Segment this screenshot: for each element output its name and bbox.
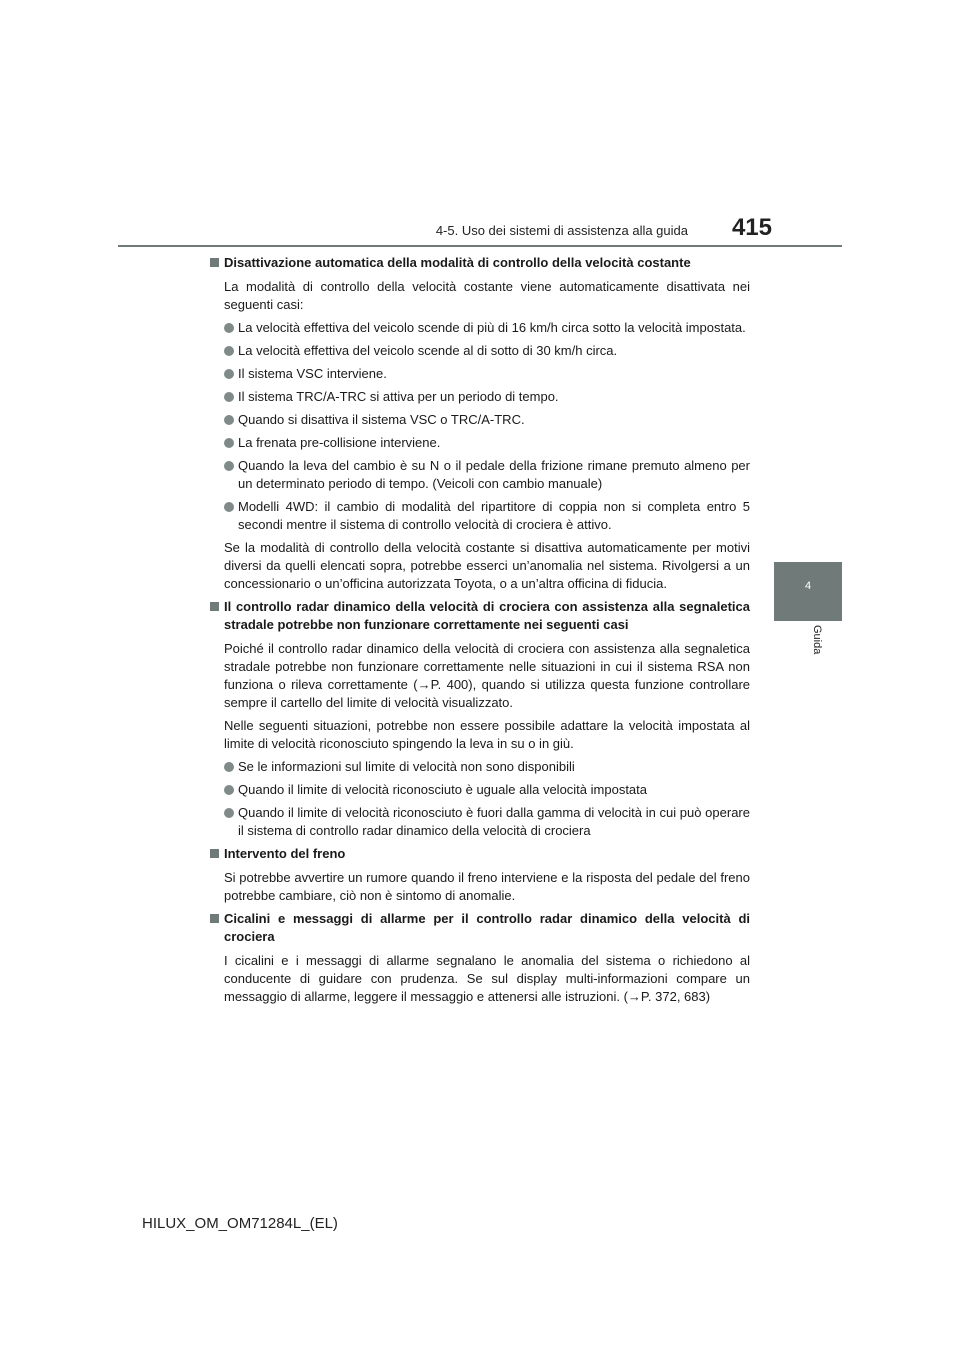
square-bullet-icon	[210, 602, 219, 611]
list-item-text: Se le informazioni sul limite di velocità non sono disponibili	[238, 759, 575, 774]
section-heading	[210, 598, 750, 634]
square-bullet-icon	[210, 258, 219, 267]
circle-bullet-icon	[224, 323, 234, 333]
list-item-text: Il sistema TRC/A-TRC si attiva per un periodo di tempo.	[238, 389, 559, 404]
document-code: HILUX_OM_OM71284L_(EL)	[142, 1215, 338, 1232]
list-item	[210, 342, 750, 360]
list-item-text: Quando il limite di velocità riconosciuto è fuori dalla gamma di velocità in cui può operare il sistema di controllo radar dinamico della velocità di crociera	[238, 805, 750, 838]
circle-bullet-icon	[224, 415, 234, 425]
chapter-tab[interactable]	[774, 562, 842, 621]
circle-bullet-icon	[224, 808, 234, 818]
circle-bullet-icon	[224, 762, 234, 772]
list-item	[210, 781, 750, 799]
circle-bullet-icon	[224, 502, 234, 512]
paragraph: Poiché il controllo radar dinamico della velocità di crociera con assistenza alla segnaletica stradale potrebbe non funzionare correttamente nelle situazioni in cui il sistema RSA non funziona o rileva correttamente (→P. 400), quando si utilizza questa funzione controllare sempre il cartello del limite di velocità visualizzato.	[224, 641, 750, 710]
paragraph: Si potrebbe avvertire un rumore quando il freno interviene e la risposta del pedale del freno potrebbe cambiare, ciò non è sintomo di anomalie.	[224, 870, 750, 903]
paragraph: I cicalini e i messaggi di allarme segnalano le anomalia del sistema o richiedono al conducente di guidare con prudenza. Se sul display multi-informazioni compare un messaggio di allarme, leggere il messaggio e attenersi alle istruzioni. (→P. 372, 683)	[224, 953, 750, 1004]
circle-bullet-icon	[224, 785, 234, 795]
list-item	[210, 388, 750, 406]
chapter-tab-number: 4	[804, 580, 812, 592]
page-number: 415	[731, 214, 772, 241]
section-heading-text: Intervento del freno	[224, 846, 346, 861]
section-heading-text: Il controllo radar dinamico della velocità di crociera con assistenza alla segnaletica stradale potrebbe non funzionare correttamente nei seguenti casi	[224, 599, 750, 632]
section-heading	[210, 254, 750, 272]
paragraph: Nelle seguenti situazioni, potrebbe non essere possibile adattare la velocità impostata al limite di velocità riconosciuto spingendo la leva in su o in giù.	[224, 718, 750, 751]
square-bullet-icon	[210, 914, 219, 923]
page-content	[210, 254, 750, 1011]
list-item-text: La frenata pre-collisione interviene.	[238, 435, 441, 450]
list-item	[210, 498, 750, 534]
list-item-text: La velocità effettiva del veicolo scende di più di 16 km/h circa sotto la velocità impostata.	[238, 320, 746, 335]
section-heading-text: Cicalini e messaggi di allarme per il controllo radar dinamico della velocità di crociera	[224, 911, 750, 944]
list-item	[210, 411, 750, 429]
list-item	[210, 365, 750, 383]
paragraph: La modalità di controllo della velocità costante viene automaticamente disattivata nei seguenti casi:	[224, 279, 750, 312]
list-item-text: Quando il limite di velocità riconosciuto è uguale alla velocità impostata	[238, 782, 647, 797]
header-section-title: 4-5. Uso dei sistemi di assistenza alla guida	[435, 223, 688, 238]
header-divider	[118, 245, 842, 247]
section-heading-text: Disattivazione automatica della modalità di controllo della velocità costante	[224, 255, 691, 270]
section-heading	[210, 910, 750, 946]
list-item	[210, 804, 750, 840]
circle-bullet-icon	[224, 461, 234, 471]
list-item-text: Quando si disattiva il sistema VSC o TRC/A-TRC.	[238, 412, 525, 427]
list-item	[210, 758, 750, 776]
circle-bullet-icon	[224, 438, 234, 448]
list-item	[210, 457, 750, 493]
paragraph: Se la modalità di controllo della velocità costante si disattiva automaticamente per motivi diversi da quelli elencati sopra, potrebbe esserci un’anomalia nel sistema. Rivolgersi a un concessionario o un’officina autorizzata Toyota, o a un’altra officina di fiducia.	[224, 540, 750, 591]
list-item-text: Quando la leva del cambio è su N o il pedale della frizione rimane premuto almeno per un determinato periodo di tempo. (Veicoli con cambio manuale)	[238, 458, 750, 491]
circle-bullet-icon	[224, 392, 234, 402]
list-item-text: Il sistema VSC interviene.	[238, 366, 387, 381]
list-item-text: La velocità effettiva del veicolo scende al di sotto di 30 km/h circa.	[238, 343, 618, 358]
chapter-tab-label: Guida	[811, 625, 823, 655]
section-heading	[210, 845, 750, 863]
list-item	[210, 434, 750, 452]
list-item	[210, 319, 750, 337]
square-bullet-icon	[210, 849, 219, 858]
circle-bullet-icon	[224, 369, 234, 379]
list-item-text: Modelli 4WD: il cambio di modalità del ripartitore di coppia non si completa entro 5 secondi mentre il sistema di controllo velocità di crociera è attivo.	[238, 499, 750, 532]
circle-bullet-icon	[224, 346, 234, 356]
